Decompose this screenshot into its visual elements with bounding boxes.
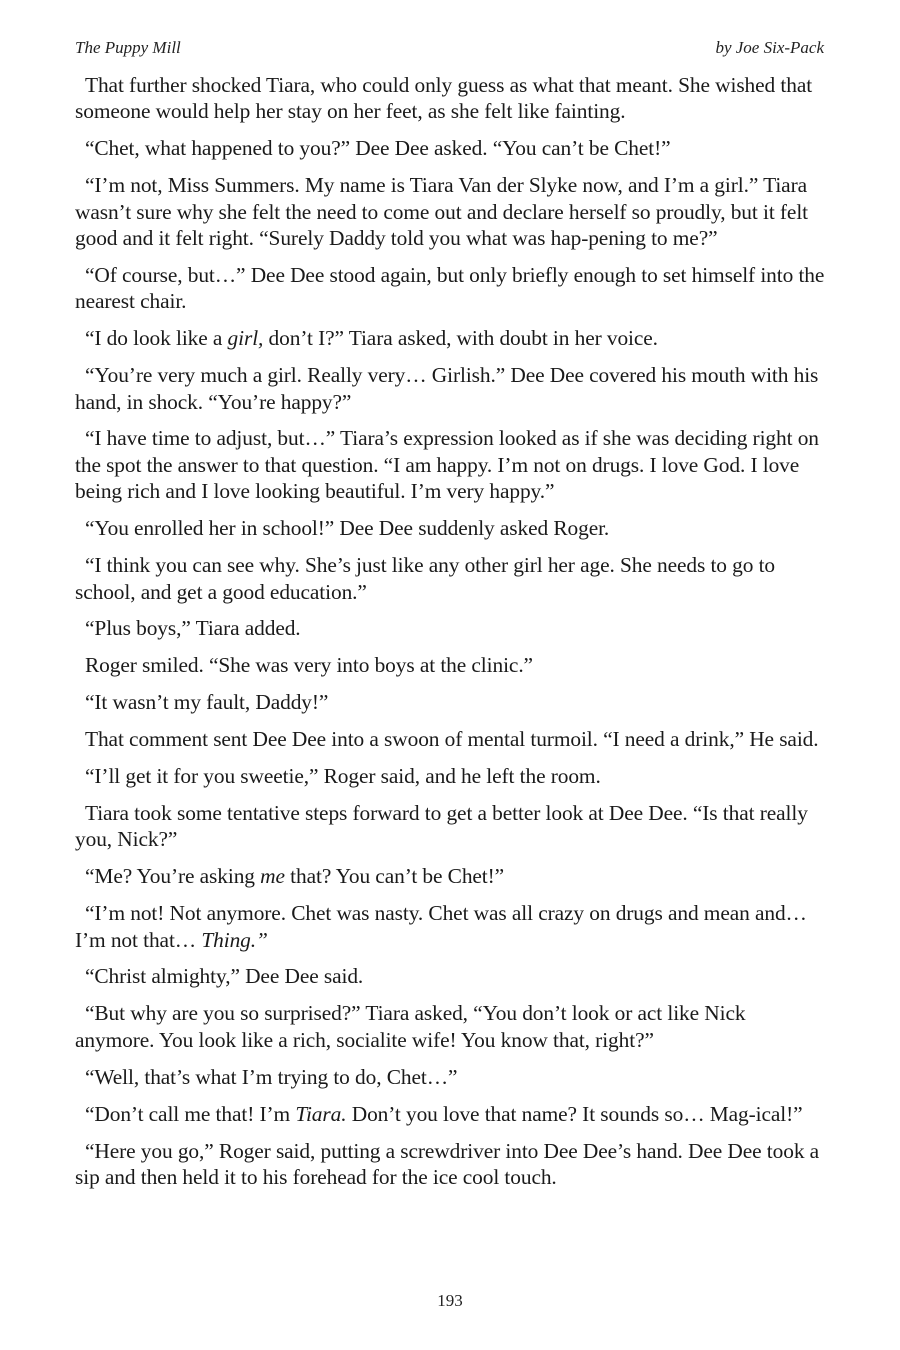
paragraph: [75, 800, 825, 853]
text-run: That further shocked Tiara, who could only guess as what that meant. She wished that someone would help her stay on her feet, as she felt like fainting.: [75, 73, 813, 124]
paragraph: [75, 172, 825, 251]
italic-text: Thing.”: [201, 927, 268, 952]
paragraph: [75, 325, 825, 351]
paragraph: [75, 863, 825, 889]
author-name: by Joe Six-Pack: [715, 38, 824, 57]
text-run: “I’ll get it for you sweetie,” Roger said, and he left the room.: [85, 764, 601, 789]
page-number: 193: [437, 1291, 463, 1310]
paragraph: [75, 763, 825, 789]
text-run: “But why are you so surprised?” Tiara asked, “You don’t look or act like Nick anymore. You look like a rich, socialite wife! You know that, right?”: [75, 1001, 746, 1052]
text-run: “Here you go,” Roger said, putting a screwdriver into Dee Dee’s hand. Dee Dee took a sip and then held it to his forehead for the ice cool touch.: [75, 1138, 820, 1189]
paragraph: [75, 262, 825, 315]
paragraph: [75, 515, 825, 541]
text-run: don’t I?” Tiara asked, with doubt in her voice.: [263, 326, 658, 351]
text-run: “I have time to adjust, but…” Tiara’s expression looked as if she was deciding right on the spot the answer to that question. “I am happy. I’m not on drugs. I love God. I love being rich and I love looking beautiful. I’m very happy.”: [75, 426, 819, 504]
paragraph: [75, 1101, 825, 1127]
paragraph: [75, 963, 825, 989]
text-run: “Me? You’re asking: [85, 864, 261, 889]
text-run: Don’t you love that name? It sounds so… Mag-ical!”: [346, 1101, 803, 1126]
paragraph: [75, 135, 825, 161]
paragraph: [75, 652, 825, 678]
text-run: “It wasn’t my fault, Daddy!”: [85, 690, 329, 715]
text-run: “Don’t call me that! I’m: [85, 1101, 296, 1126]
running-header: [75, 38, 824, 58]
text-run: that? You can’t be Chet!”: [284, 864, 505, 889]
text-run: “Well, that’s what I’m trying to do, Chet…”: [85, 1064, 458, 1089]
paragraph: [75, 726, 825, 752]
italic-text: girl,: [227, 326, 264, 351]
text-run: That comment sent Dee Dee into a swoon of mental turmoil. “I need a drink,” He said.: [85, 727, 819, 752]
paragraph: [75, 615, 825, 641]
text-run: “I think you can see why. She’s just like any other girl her age. She needs to go to school, and get a good education.”: [75, 553, 776, 604]
text-run: “I do look like a: [85, 326, 228, 351]
text-run: “Of course, but…” Dee Dee stood again, but only briefly enough to set himself into the nearest chair.: [75, 262, 825, 314]
paragraph: [75, 689, 825, 715]
paragraph: [75, 72, 825, 125]
text-run: Tiara took some tentative steps forward to get a better look at Dee Dee. “Is that really you, Nick?”: [75, 800, 808, 852]
text-run: “Christ almighty,” Dee Dee said.: [85, 964, 364, 989]
paragraph: [75, 900, 825, 953]
text-run: “Plus boys,” Tiara added.: [85, 616, 301, 641]
paragraph: [75, 552, 825, 605]
book-title: The Puppy Mill: [75, 38, 181, 57]
paragraph: [75, 362, 825, 415]
text-run: “You’re very much a girl. Really very… Girlish.” Dee Dee covered his mouth with his hand, in shock. “You’re happy?”: [75, 363, 819, 414]
text-run: “You enrolled her in school!” Dee Dee suddenly asked Roger.: [85, 516, 610, 541]
paragraph: [75, 425, 825, 504]
text-run: “I’m not, Miss Summers. My name is Tiara Van der Slyke now, and I’m a girl.” Tiara wasn’t sure why she felt the need to come out and declare herself so proudly, but it felt good and it felt right. “Surely Daddy told you what was hap-pening to me?”: [75, 173, 809, 251]
paragraph: [75, 1138, 825, 1191]
italic-text: Tiara.: [295, 1101, 347, 1126]
text-run: Roger smiled. “She was very into boys at the clinic.”: [85, 653, 533, 678]
paragraph: [75, 1000, 825, 1053]
text-run: “Chet, what happened to you?” Dee Dee asked. “You can’t be Chet!”: [85, 136, 671, 161]
paragraph: [75, 1064, 825, 1090]
italic-text: me: [260, 864, 285, 889]
body-text: [75, 72, 825, 1201]
text-run: “I’m not! Not anymore. Chet was nasty. Chet was all crazy on drugs and mean and… I’m not that…: [75, 901, 807, 952]
